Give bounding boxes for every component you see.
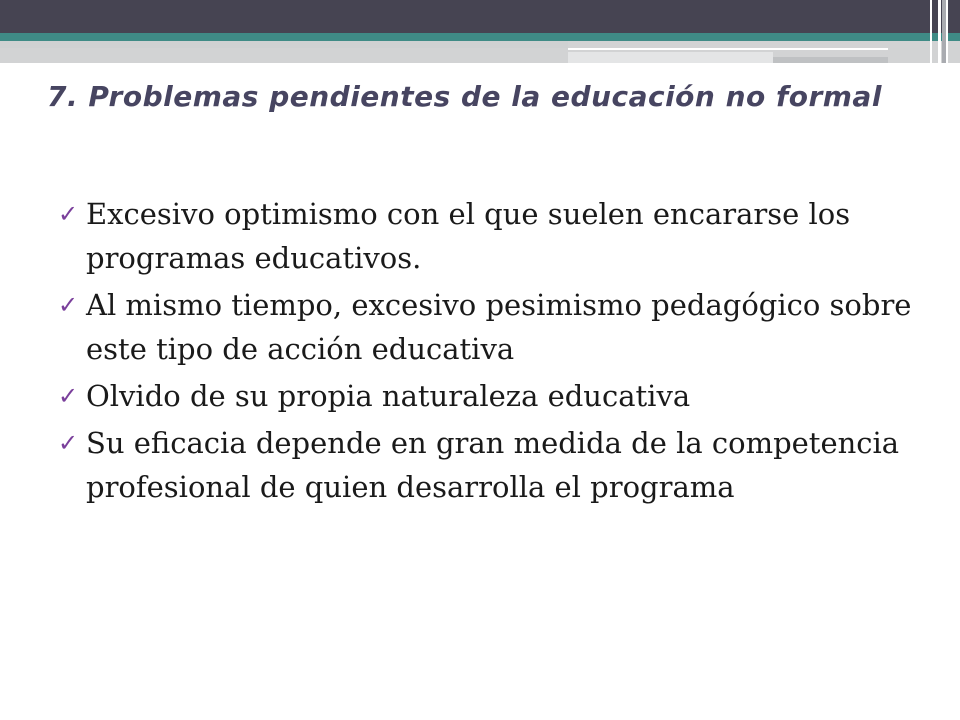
bullet-text: Olvido de su propia naturaleza educativa — [86, 379, 691, 413]
bullet-text: Su eficacia depende en gran medida de la competencia profesional de quien desarrolla el programa — [86, 426, 900, 504]
header-band-gray-light — [0, 41, 568, 48]
header-accent-shadow — [773, 57, 888, 63]
bullet-item — [58, 283, 918, 371]
check-icon: ✓ — [58, 429, 79, 457]
check-icon: ✓ — [58, 382, 79, 410]
header-band-dark — [0, 0, 960, 33]
header-vertical-line — [938, 0, 941, 63]
check-icon: ✓ — [58, 200, 79, 228]
bullet-list — [58, 192, 918, 512]
bullet-text: Excesivo optimismo con el que suelen encararse los programas educativos. — [86, 197, 851, 275]
header-band-teal — [0, 33, 960, 41]
bullet-text: Al mismo tiempo, excesivo pesimismo pedagógico sobre este tipo de acción educativa — [86, 288, 912, 366]
header-vertical-line — [946, 0, 948, 63]
header-vertical-line — [930, 0, 932, 63]
bullet-item — [58, 374, 918, 418]
bullet-item — [58, 192, 918, 280]
slide-title: 7. Problemas pendientes de la educación no formal — [47, 80, 882, 113]
header-accent-line — [568, 48, 888, 50]
check-icon: ✓ — [58, 291, 79, 319]
bullet-item — [58, 421, 918, 509]
header-accent-bar — [568, 52, 773, 63]
